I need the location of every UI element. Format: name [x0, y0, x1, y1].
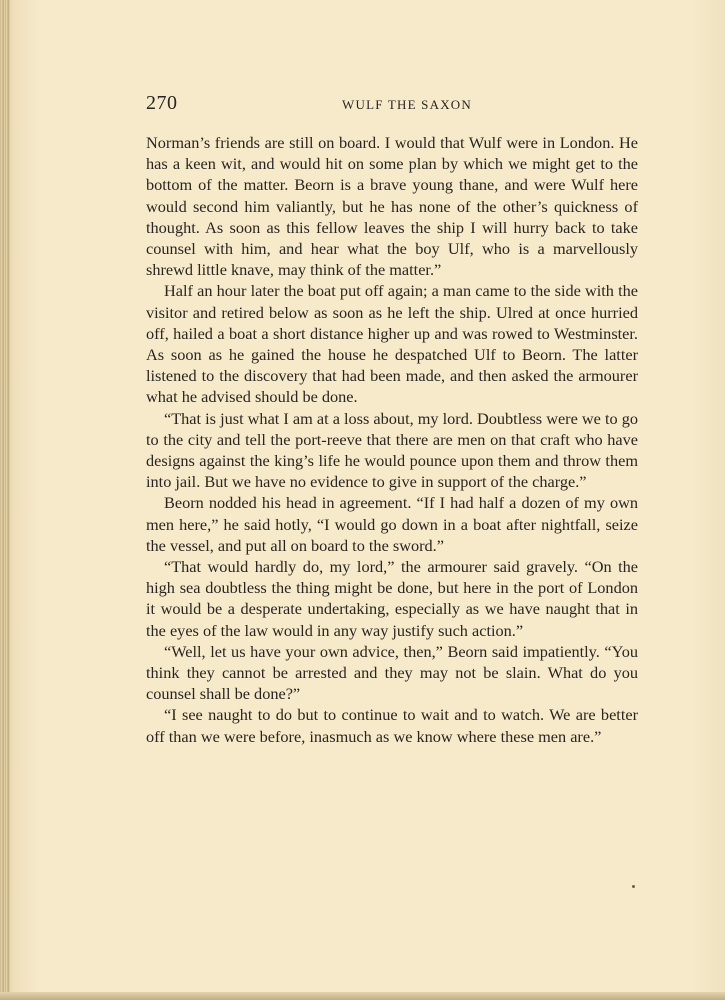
page-header [146, 92, 638, 118]
paragraph: Beorn nodded his head in agreement. “If I had half a dozen of my own men here,” he said hotly, “I would go down in a boat after nightfall, seize the vessel, and put all on board to the sword.” [146, 493, 638, 555]
paragraph: Half an hour later the boat put off again; a man came to the side with the visitor and retired below as soon as he left the ship. Ulred at once hurried off, hailed a boat a short distance higher up and was rowed to Westminster. As soon as he gained the house he despatched Ulf to Beorn. The latter listened to the discovery that had been made, and then asked the armourer what he advised should be done. [146, 281, 638, 407]
paper-speck [632, 885, 635, 888]
page-number: 270 [146, 92, 178, 114]
paragraph: “That would hardly do, my lord,” the armourer said gravely. “On the high sea doubtless the thing might be done, but here in the port of London it would be a desperate undertaking, especially as we have naught that in the eyes of the law would in any way justify such action.” [146, 557, 638, 640]
running-title: WULF THE SAXON [342, 97, 472, 112]
paragraph: “Well, let us have your own advice, then,” Beorn said impatiently. “You think they cannot be arrested and they may not be slain. What do you counsel shall be done?” [146, 641, 638, 704]
paragraph-continued: Norman’s friends are still on board. I would that Wulf were in London. He has a keen wit, and would hit on some plan by which we might get to the bottom of the matter. Beorn is a brave young thane, and were Wulf here would second him valiantly, but he has none of the other’s quickness of thought. As soon as this fellow leaves the ship I will hurry back to take counsel with him, and hear what the boy Ulf, who is a marvellously shrewd little knave, may think of the matter.” [146, 133, 638, 280]
page-bottom-edge [0, 992, 725, 1000]
body-text [146, 132, 638, 747]
paragraph: “That is just what I am at a loss about, my lord. Doubtless were we to go to the city and tell the port-reeve that there are men on that craft who have designs against the king’s life he would pounce upon them and throw them into jail. But we have no evidence to give in support of the charge.” [146, 408, 638, 492]
paragraph: “I see naught to do but to continue to wait and to watch. We are better off than we were before, inasmuch as we know where these men are.” [146, 705, 638, 746]
page-spine-edge [0, 0, 10, 1000]
